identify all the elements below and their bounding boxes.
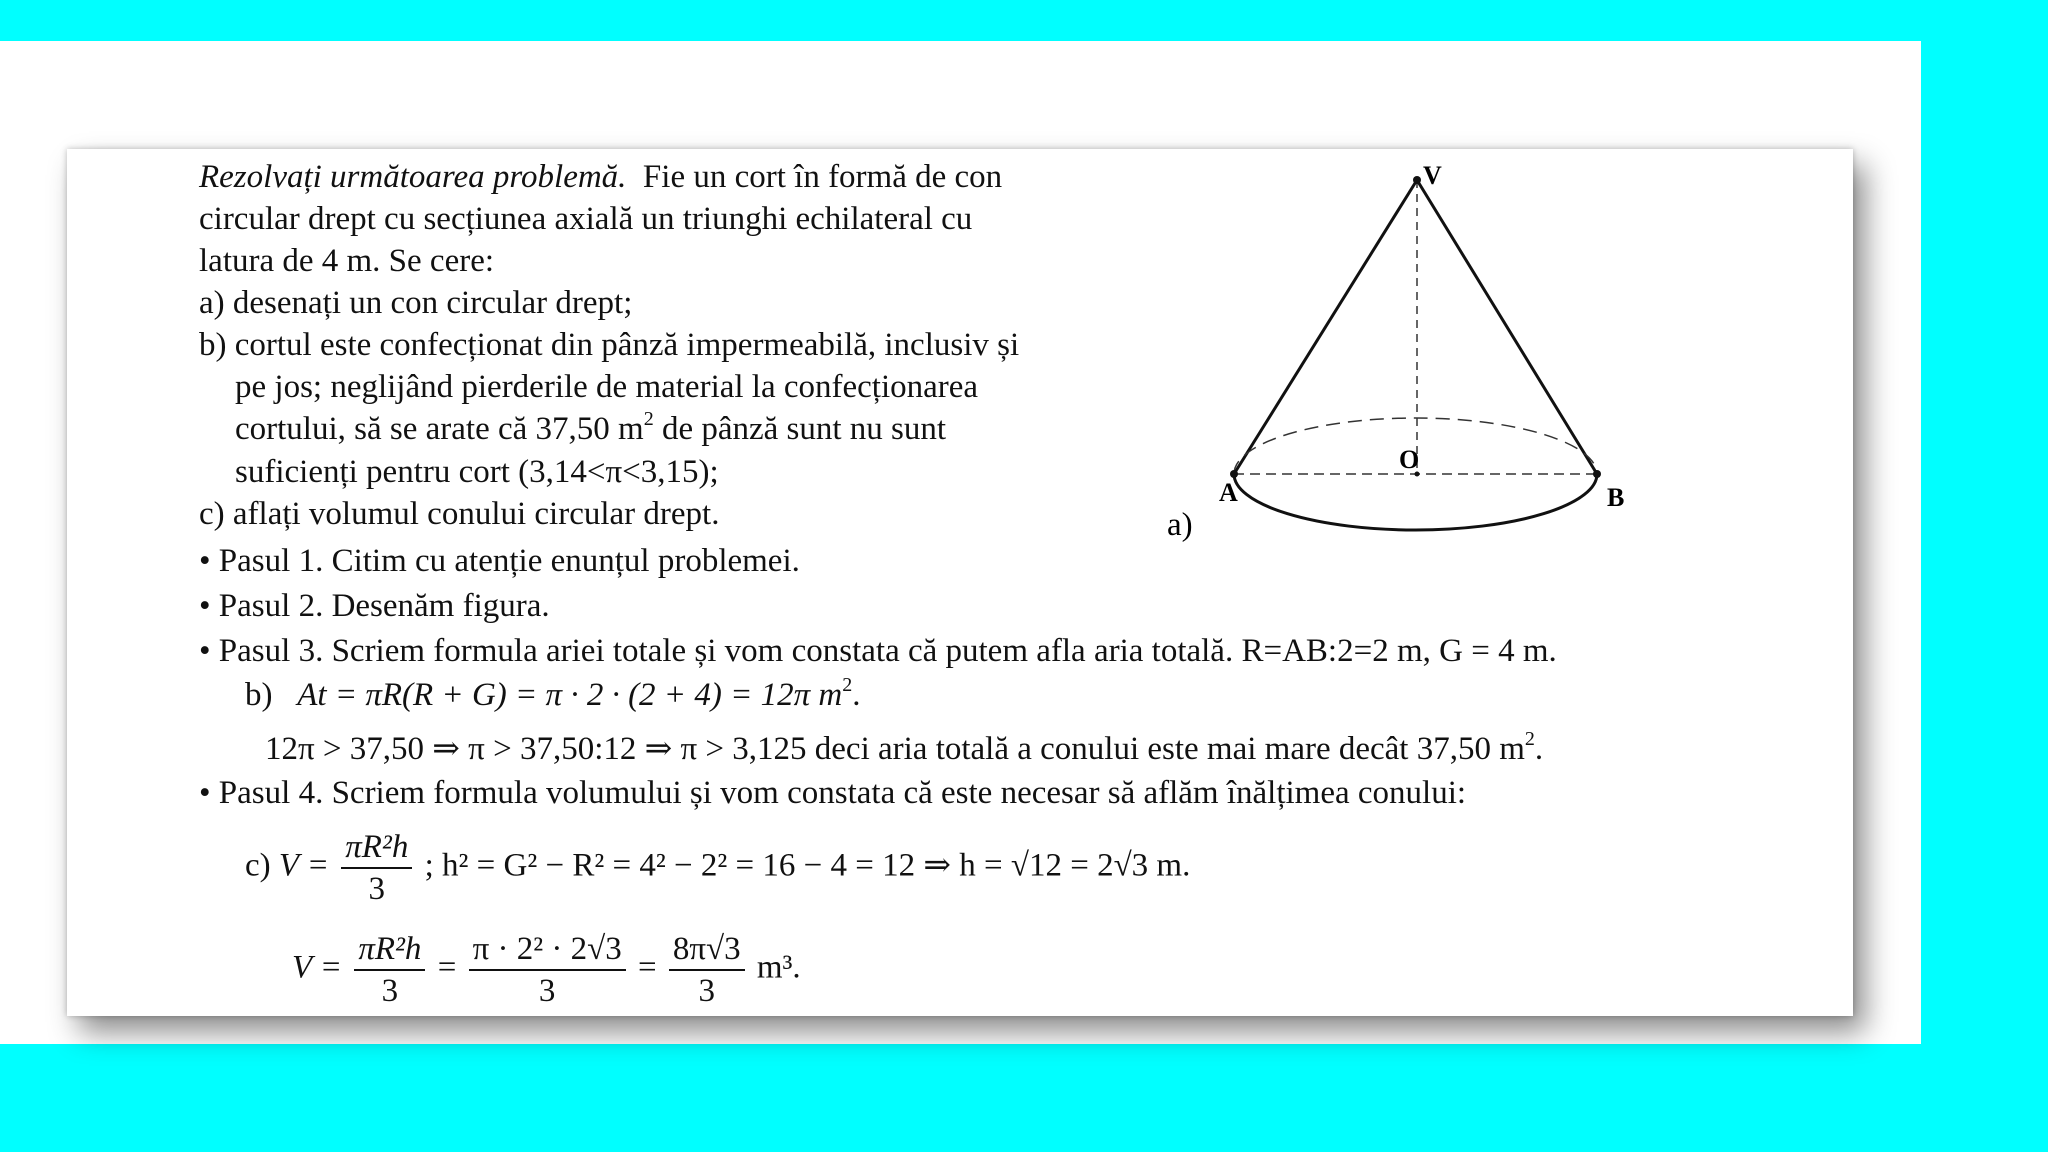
volume-fraction-1-num: πR²h xyxy=(354,929,425,971)
formula-volume: V = $\frac{\text{πR²h}}{3}$ = $\frac{\text{π · 2² · 2√3}}{3}$ = $\frac{8\pi√3}{3}$ m³. xyxy=(292,931,801,1009)
cone-base-front-arc xyxy=(1234,474,1597,530)
step-3 xyxy=(199,631,1557,671)
inequality-sup: 2 xyxy=(1524,728,1535,750)
cone-left-generator xyxy=(1234,180,1420,474)
step-2: • Pasul 2. Desenăm figura. xyxy=(199,588,550,624)
cone-figure xyxy=(1147,154,1707,554)
label-v: V xyxy=(1423,161,1442,190)
volume-lhs: V = xyxy=(292,949,343,986)
slide-background xyxy=(0,41,1921,1044)
intro-lead: Rezolvați următoarea problemă. xyxy=(199,159,627,195)
formula-b: b) At = πR(R + G) = π · 2 · (2 + 4) = 12π $m^2$. xyxy=(245,674,861,713)
volume-fraction-2-den: 3 xyxy=(538,973,556,1009)
intro-line-3: latura de 4 m. Se cere: xyxy=(199,243,495,279)
inequality-text: 12π > 37,50 ⇒ π > 37,50:12 ⇒ π > 3,125 deci aria totală a conului este mai mare decât 37,50 m xyxy=(265,731,1525,767)
label-a: A xyxy=(1219,478,1238,507)
formula-c-label: c) xyxy=(245,847,271,884)
volume-fraction-3-num: 8π√3 xyxy=(669,929,745,971)
task-b-line-2: pe jos; neglijând pierderile de material la confecționarea xyxy=(235,369,979,405)
task-c: c) aflați volumul conului circular drept. xyxy=(199,496,720,532)
document-card xyxy=(67,149,1853,1016)
inequality-line: 12π > 37,50 ⇒ π > 37,50:12 ⇒ π > 3,125 deci aria totală a conului este mai mare decât 37,50 $m^2$. xyxy=(265,728,1544,767)
cone-right-generator xyxy=(1417,180,1597,474)
point-b xyxy=(1593,470,1601,478)
formula-b-label: b) xyxy=(245,677,273,713)
task-b-line-3 xyxy=(235,409,946,453)
intro-line-1 xyxy=(199,157,1002,197)
volume-fraction-2 xyxy=(469,929,626,1011)
intro-line-1-rest: Fie un cort în formă de con xyxy=(642,159,1003,195)
volume-fraction-1 xyxy=(354,929,425,1011)
formula-b-total-area: At = πR(R + G) = π · 2 · (2 + 4) = 12π m xyxy=(297,677,843,713)
volume-fraction-2-num: π · 2² · 2√3 xyxy=(469,929,626,971)
formula-c xyxy=(245,827,1190,909)
label-b: B xyxy=(1607,483,1625,512)
volume-unit: m³. xyxy=(756,949,801,986)
formula-b-sup: 2 xyxy=(842,674,853,696)
formula-c-height: ; h² = G² − R² = 4² − 2² = 16 − 4 = 12 ⇒ h = √12 = 2√3 m. xyxy=(424,847,1191,884)
step-3-text: • Pasul 3. Scriem formula ariei totale și vom constata că putem afla aria totală. xyxy=(199,633,1234,669)
formula-c-den: 3 xyxy=(368,871,386,907)
point-v xyxy=(1413,176,1421,184)
formula-c-v: V = xyxy=(278,847,329,884)
point-a xyxy=(1230,470,1238,478)
figure-caption: a) xyxy=(1167,507,1193,543)
step-3-radius: R=AB:2=2 m, xyxy=(1241,633,1431,669)
step-3-generator: G = 4 m. xyxy=(1439,633,1557,669)
formula-c-fraction xyxy=(341,827,412,909)
task-b-line-3-post: de pânză sunt nu sunt xyxy=(661,411,947,447)
volume-fraction-3-den: 3 xyxy=(698,973,715,1009)
task-a: a) desenați un con circular drept; xyxy=(199,285,633,321)
intro-line-2: circular drept cu secțiunea axială un triunghi echilateral cu xyxy=(199,201,973,237)
task-b-line-4: suficienți pentru cort (3,14<π<3,15); xyxy=(235,454,719,490)
step-4: • Pasul 4. Scriem formula volumului și vom constata că este necesar să aflăm înălțimea conului: xyxy=(199,775,1467,811)
task-b-line-1: b) cortul este confecționat din pânză impermeabilă, inclusiv și xyxy=(199,327,1020,363)
volume-fraction-1-den: 3 xyxy=(381,973,399,1009)
task-b-line-3-pre: cortului, să se arate că 37,50 m xyxy=(235,411,644,447)
formula-c-num: πR²h xyxy=(341,827,412,869)
step-1: • Pasul 1. Citim cu atenție enunțul problemei. xyxy=(199,543,800,579)
label-o: O xyxy=(1399,445,1420,474)
task-b-line-3-sup: 2 xyxy=(643,408,654,430)
volume-fraction-3 xyxy=(669,929,745,1011)
